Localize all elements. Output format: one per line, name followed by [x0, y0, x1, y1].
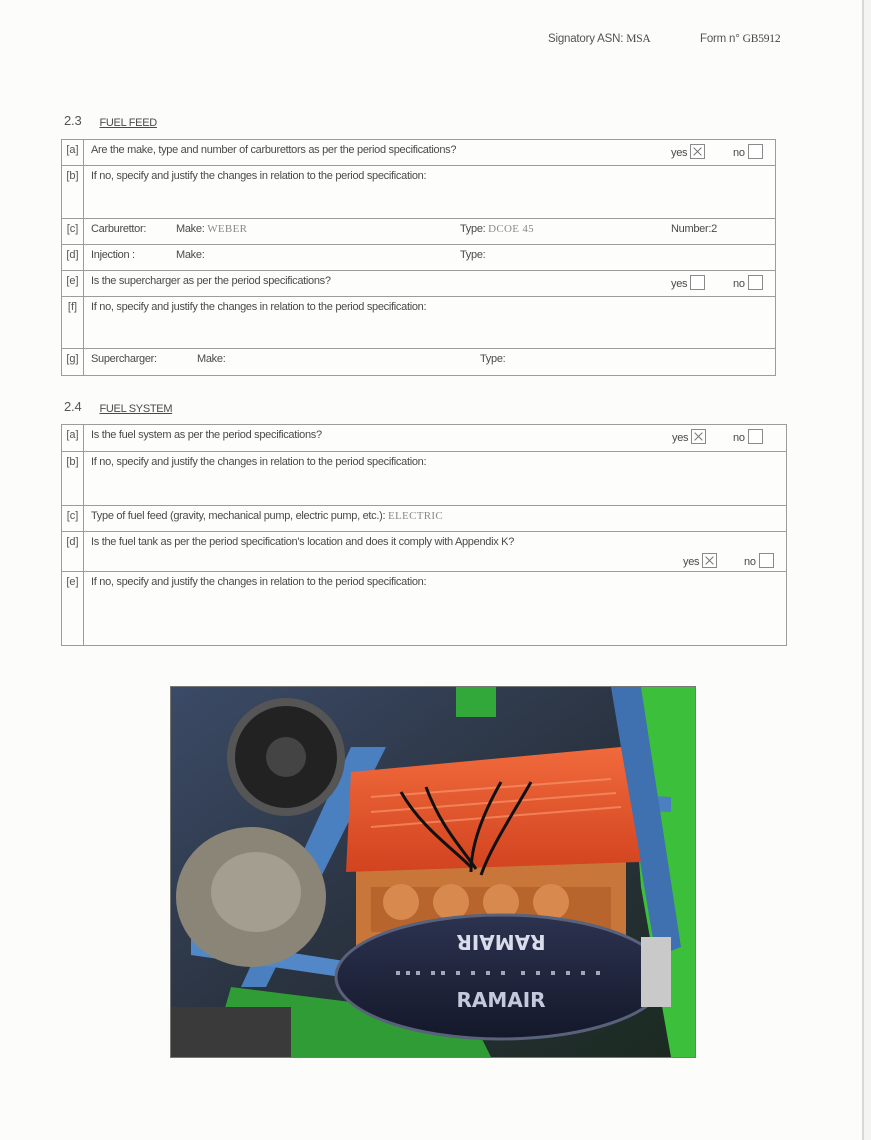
no-label: no — [744, 556, 756, 568]
carburettor-number-value: 2 — [711, 223, 717, 235]
question-text: If no, specify and justify the changes in relation to the period specification: — [91, 170, 427, 182]
fuel-feed-row-c — [62, 218, 775, 245]
form-number-header — [700, 33, 780, 45]
row-label: [e] — [62, 572, 84, 645]
number-label: Number: — [671, 223, 712, 235]
row-label: [b] — [62, 452, 84, 506]
section-title-fuel-system — [64, 399, 173, 415]
fuel-feed-row-f — [62, 296, 775, 349]
fuel-system-row-d — [62, 531, 786, 572]
fuel-system-row-c — [62, 505, 786, 532]
fuel-system-row-a — [62, 425, 786, 451]
yes-option[interactable] — [683, 553, 717, 568]
section-number: 2.4 — [64, 399, 82, 414]
fuel-feed-type-value: ELECTRIC — [388, 510, 443, 522]
yes-checkbox[interactable] — [702, 553, 717, 568]
fuel-feed-table — [61, 139, 776, 376]
make-label: Make: — [176, 249, 205, 261]
row-label: [c] — [62, 506, 84, 532]
injection-label: Injection : — [91, 249, 135, 261]
make-label: Make: — [176, 223, 205, 235]
fuel-feed-row-e — [62, 270, 775, 297]
fuel-system-table — [61, 424, 787, 646]
question-text: If no, specify and justify the changes in relation to the period specification: — [91, 301, 427, 313]
yes-label: yes — [671, 147, 688, 159]
no-option[interactable] — [733, 144, 763, 159]
type-label: Type: — [460, 249, 486, 261]
yes-checkbox[interactable] — [691, 429, 706, 444]
row-label: [b] — [62, 166, 84, 219]
fuel-feed-row-a — [62, 140, 775, 165]
yes-option[interactable] — [671, 144, 705, 159]
row-label: [a] — [62, 425, 84, 451]
make-label: Make: — [197, 353, 226, 365]
section-number: 2.3 — [64, 113, 82, 128]
no-option[interactable] — [744, 553, 774, 568]
fuel-system-row-b — [62, 451, 786, 506]
no-option[interactable] — [733, 275, 763, 290]
row-label: [d] — [62, 245, 84, 271]
row-label: [a] — [62, 140, 84, 165]
fuel-system-row-e — [62, 571, 786, 645]
no-checkbox[interactable] — [759, 553, 774, 568]
fuel-feed-row-g — [62, 348, 775, 375]
carburettor-type-value: DCOE 45 — [488, 223, 534, 235]
yes-checkbox[interactable] — [690, 144, 705, 159]
type-label: Type: — [460, 223, 486, 235]
no-label: no — [733, 147, 745, 159]
question-text: If no, specify and justify the changes in relation to the period specification: — [91, 456, 427, 468]
form-value: GB5912 — [742, 33, 781, 45]
row-label: [e] — [62, 271, 84, 297]
no-checkbox[interactable] — [748, 144, 763, 159]
signatory-header — [548, 33, 651, 45]
engine-bay-photo — [170, 686, 696, 1058]
section-heading: FUEL FEED — [99, 117, 157, 129]
question-text: Type of fuel feed (gravity, mechanical pump, electric pump, etc.): — [91, 510, 386, 522]
yes-label: yes — [683, 556, 700, 568]
form-label: Form n° — [700, 33, 740, 45]
type-label: Type: — [480, 353, 506, 365]
section-title-fuel-feed — [64, 113, 157, 129]
supercharger-label: Supercharger: — [91, 353, 157, 365]
filter-brand: RAMAIR — [456, 988, 546, 1012]
no-label: no — [733, 432, 745, 444]
no-label: no — [733, 278, 745, 290]
no-option[interactable] — [733, 429, 763, 444]
yes-option[interactable] — [672, 429, 706, 444]
row-label: [c] — [62, 219, 84, 245]
yes-label: yes — [671, 278, 688, 290]
question-text: Is the fuel system as per the period specifications? — [91, 429, 322, 441]
question-text: Are the make, type and number of carburettors as per the period specifications? — [91, 144, 457, 156]
no-checkbox[interactable] — [748, 429, 763, 444]
row-label: [g] — [62, 349, 84, 375]
yes-label: yes — [672, 432, 689, 444]
question-text: Is the supercharger as per the period specifications? — [91, 275, 331, 287]
row-label: [d] — [62, 532, 84, 572]
yes-checkbox[interactable] — [690, 275, 705, 290]
signatory-value: MSA — [626, 33, 651, 45]
fuel-feed-row-d — [62, 244, 775, 271]
carburettor-make-value: WEBER — [207, 223, 248, 235]
question-text: Is the fuel tank as per the period specification's location and does it comply with Appendix K? — [91, 536, 515, 548]
section-heading: FUEL SYSTEM — [99, 403, 173, 415]
fuel-feed-row-b — [62, 165, 775, 219]
filter-brand-upside: RAMAIR — [456, 930, 546, 954]
engine-bay-illustration — [171, 687, 695, 1057]
yes-option[interactable] — [671, 275, 705, 290]
question-text: If no, specify and justify the changes in relation to the period specification: — [91, 576, 427, 588]
row-label: [f] — [62, 297, 84, 349]
signatory-label: Signatory ASN: — [548, 33, 624, 45]
no-checkbox[interactable] — [748, 275, 763, 290]
carburettor-label: Carburettor: — [91, 223, 147, 235]
